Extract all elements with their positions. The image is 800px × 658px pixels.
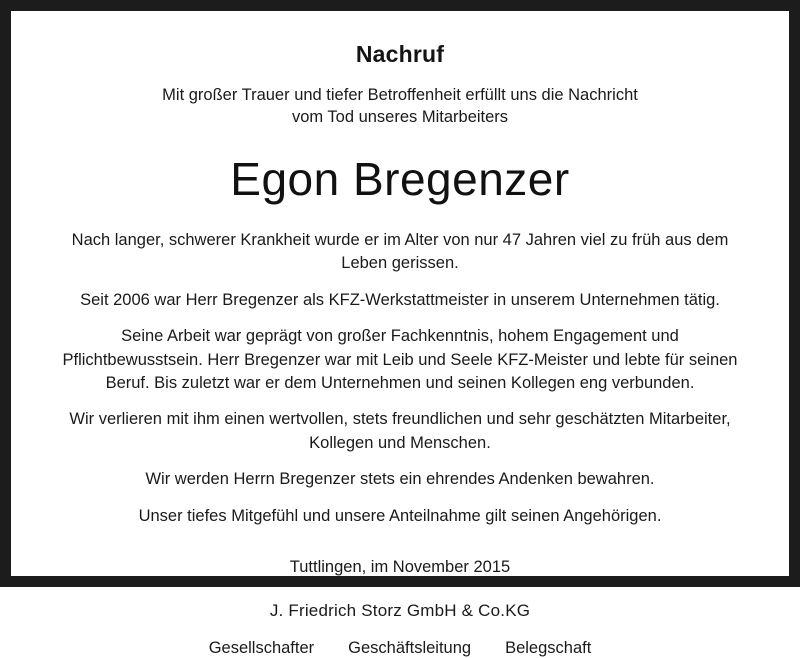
signer-management: Geschäftsleitung — [348, 639, 472, 658]
paragraph-5: Wir werden Herrn Bregenzer stets ein ehrendes Andenken bewahren. — [145, 470, 655, 489]
paragraph-2: Seit 2006 war Herr Bregenzer als KFZ-Werkstattmeister in unserem Unternehmen tätig. — [80, 290, 720, 309]
obituary-content — [11, 11, 789, 658]
intro-text — [162, 84, 638, 129]
paragraph-4: Wir verlieren mit ihm einen wertvollen, stets freundlichen und sehr geschätzten Mitarbeiter, Kollegen und Menschen. — [69, 410, 731, 452]
signer-shareholders: Gesellschafter — [208, 639, 315, 658]
page-title: Nachruf — [355, 41, 445, 67]
deceased-name: Egon Bregenzer — [230, 152, 570, 205]
paragraph-6: Unser tiefes Mitgefühl und unsere Anteilnahme gilt seinen Angehörigen. — [138, 506, 662, 525]
paragraph-1: Nach langer, schwerer Krankheit wurde er im Alter von nur 47 Jahren viel zu früh aus dem Leben gerissen. — [71, 230, 729, 273]
paragraph-3: Seine Arbeit war geprägt von großer Fachkenntnis, hohem Engagement und Pflichtbewusstsein. Herr Bregenzer war mit Leib und Seele KFZ-Meister und lebte für seinen Beruf. Bis zuletzt war er dem Unternehmen und seinen Kollegen eng verbunden. — [62, 327, 738, 392]
intro-line-2: vom Tod unseres Mitarbeiters — [291, 108, 509, 127]
intro-line-1: Mit großer Trauer und tiefer Betroffenheit erfüllt uns die Nachricht — [162, 86, 638, 104]
company-name: J. Friedrich Storz GmbH & Co.KG — [269, 601, 531, 621]
signer-staff: Belegschaft — [505, 639, 592, 658]
signers-list — [209, 639, 592, 658]
place-and-date: Tuttlingen, im November 2015 — [289, 558, 511, 577]
